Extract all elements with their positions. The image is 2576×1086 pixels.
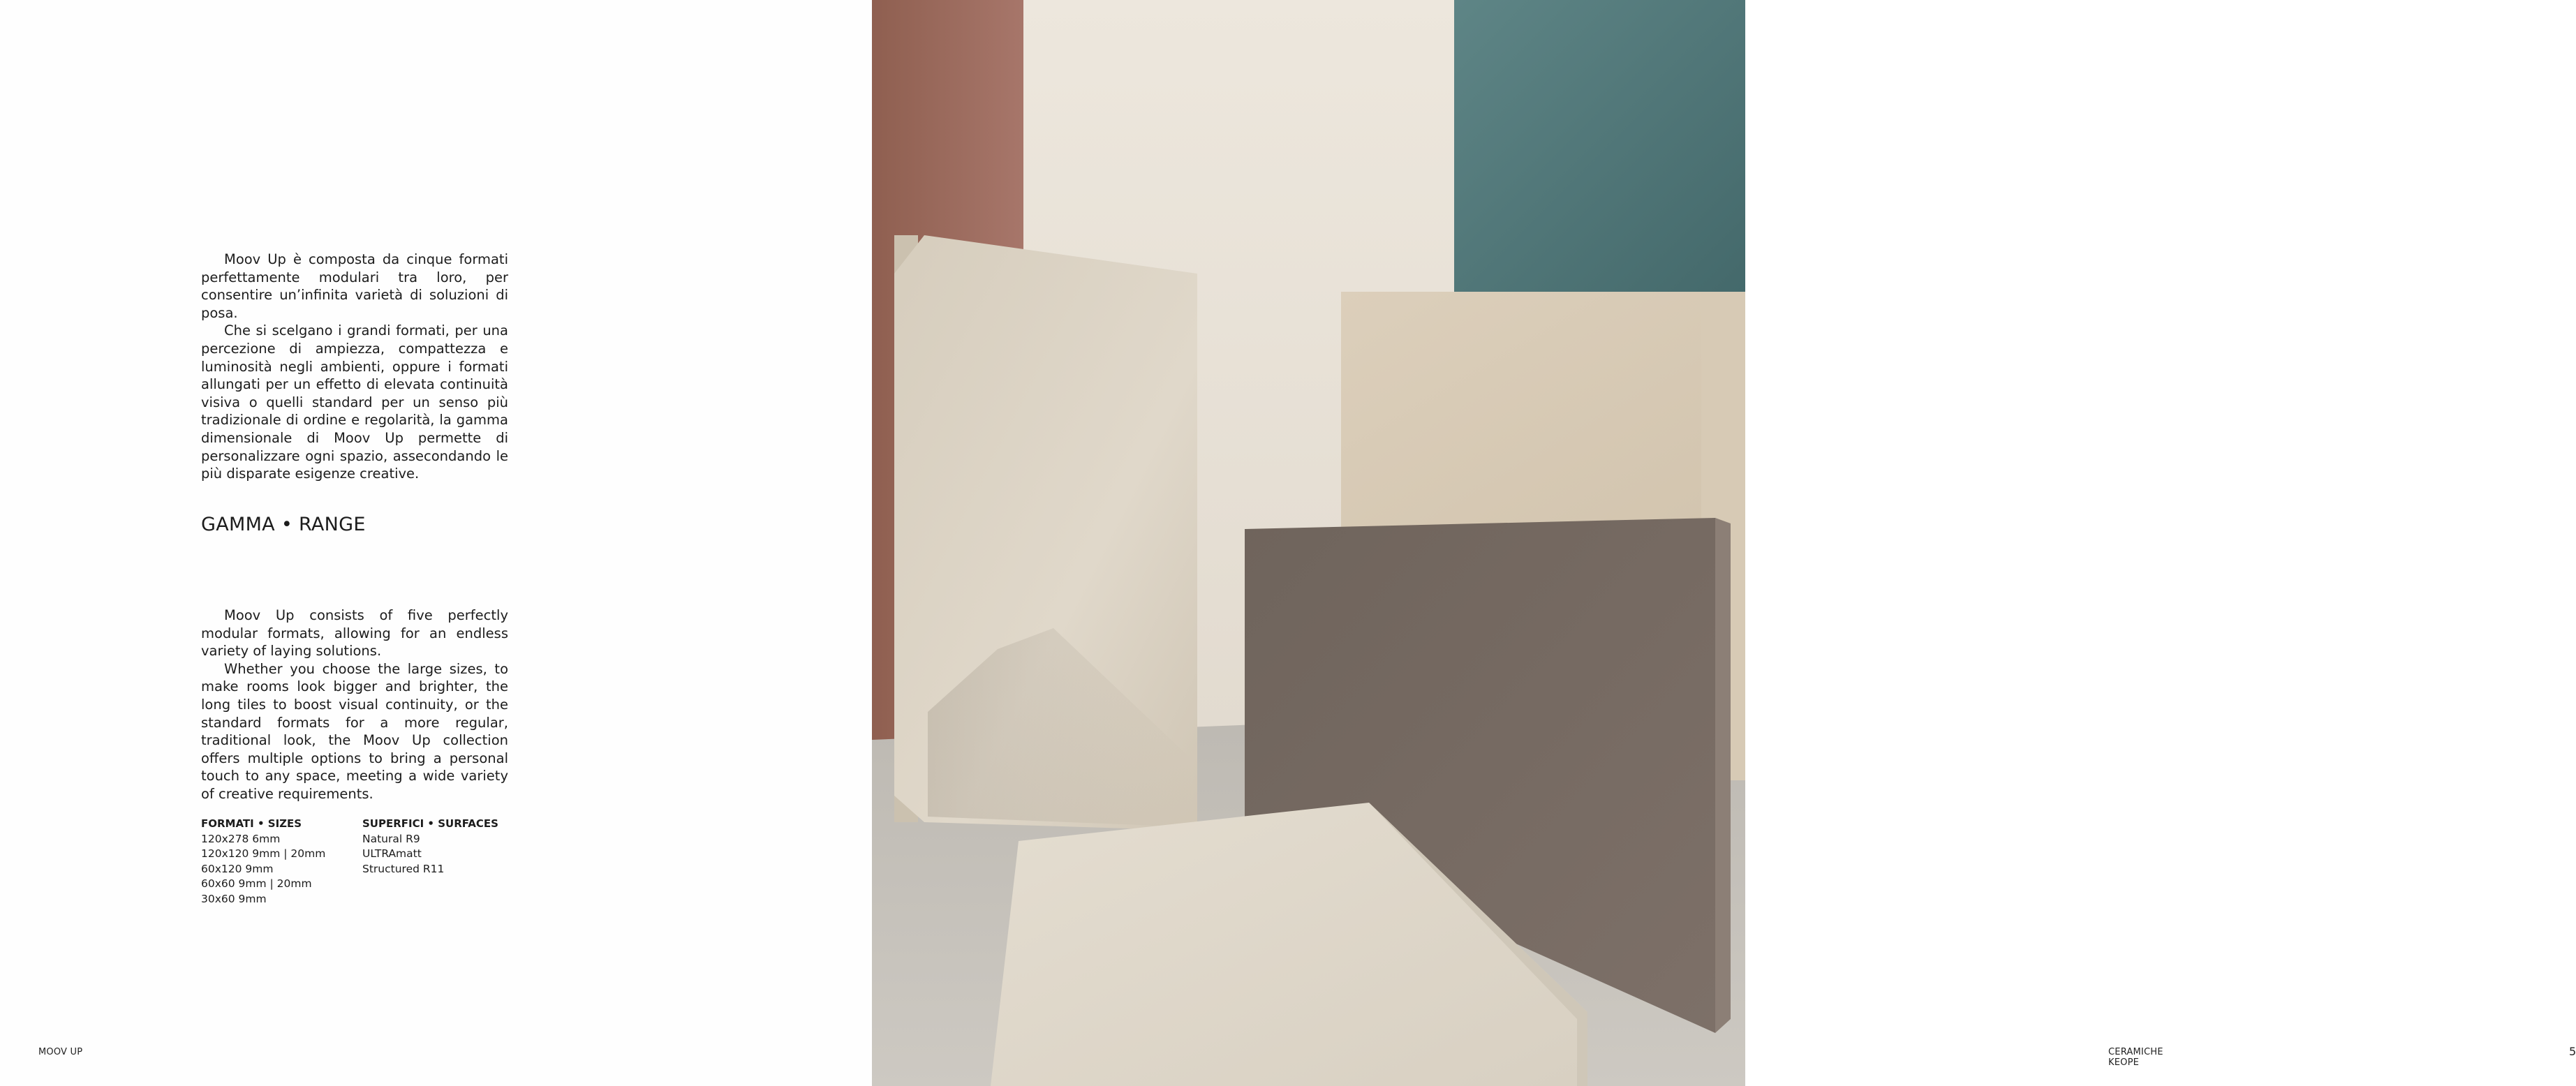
surface-item: ULTRAmatt bbox=[362, 847, 422, 861]
surface-item: Structured R11 bbox=[362, 862, 445, 875]
teal-panel bbox=[1454, 0, 1745, 292]
italian-paragraph-2: Che si scelgano i grandi formati, per una percezione di ampiezza, compattezza e luminosità negli ambienti, oppure i formati allungati per un effetto di elevata continuità visiva o quelli standard per un senso più tradizionale di ordine e regolarità, la gamma dimensionale di Moov Up permette di personalizzare ogni spazio, assecondando le più disparate esigenze creative. bbox=[201, 322, 508, 482]
footer-collection-name: MOOV UP bbox=[38, 1047, 83, 1057]
product-photo bbox=[872, 0, 1745, 1086]
footer-brand-name: CERAMICHE KEOPE bbox=[2108, 1047, 2163, 1068]
english-paragraph-1: Moov Up consists of five perfectly modular formats, allowing for an endless variety of laying solutions. bbox=[201, 607, 508, 660]
left-page bbox=[0, 0, 872, 1086]
english-paragraph-2: Whether you choose the large sizes, to make rooms look bigger and brighter, the long tiles to boost visual continuity, or the standard formats for a more regular, traditional look, the Moov Up collection offers multiple options to bring a personal touch to any space, meeting a wide variety of creative requirements. bbox=[201, 660, 508, 802]
sizes-title: FORMATI • SIZES bbox=[201, 817, 302, 830]
surfaces-title: SUPERFICI • SURFACES bbox=[362, 817, 498, 830]
right-page bbox=[872, 0, 2576, 1086]
italian-paragraph-1: Moov Up è composta da cinque formati perfettamente modulari tra loro, per consentire un’infinita varietà di soluzioni di posa. bbox=[201, 251, 508, 321]
size-item: 60x60 9mm | 20mm bbox=[201, 877, 312, 891]
italian-text-block bbox=[201, 251, 508, 483]
surfaces-list bbox=[362, 817, 498, 877]
size-item: 120x120 9mm | 20mm bbox=[201, 847, 326, 861]
section-heading: GAMMA • RANGE bbox=[201, 514, 366, 535]
page-number: 5 bbox=[2569, 1045, 2576, 1058]
size-item: 60x120 9mm bbox=[201, 862, 274, 875]
surface-item: Natural R9 bbox=[362, 832, 420, 845]
beige-slab bbox=[1341, 292, 1745, 530]
size-item: 30x60 9mm bbox=[201, 892, 267, 905]
size-item: 120x278 6mm bbox=[201, 832, 281, 845]
sizes-list bbox=[201, 817, 325, 907]
english-text-block bbox=[201, 607, 508, 803]
